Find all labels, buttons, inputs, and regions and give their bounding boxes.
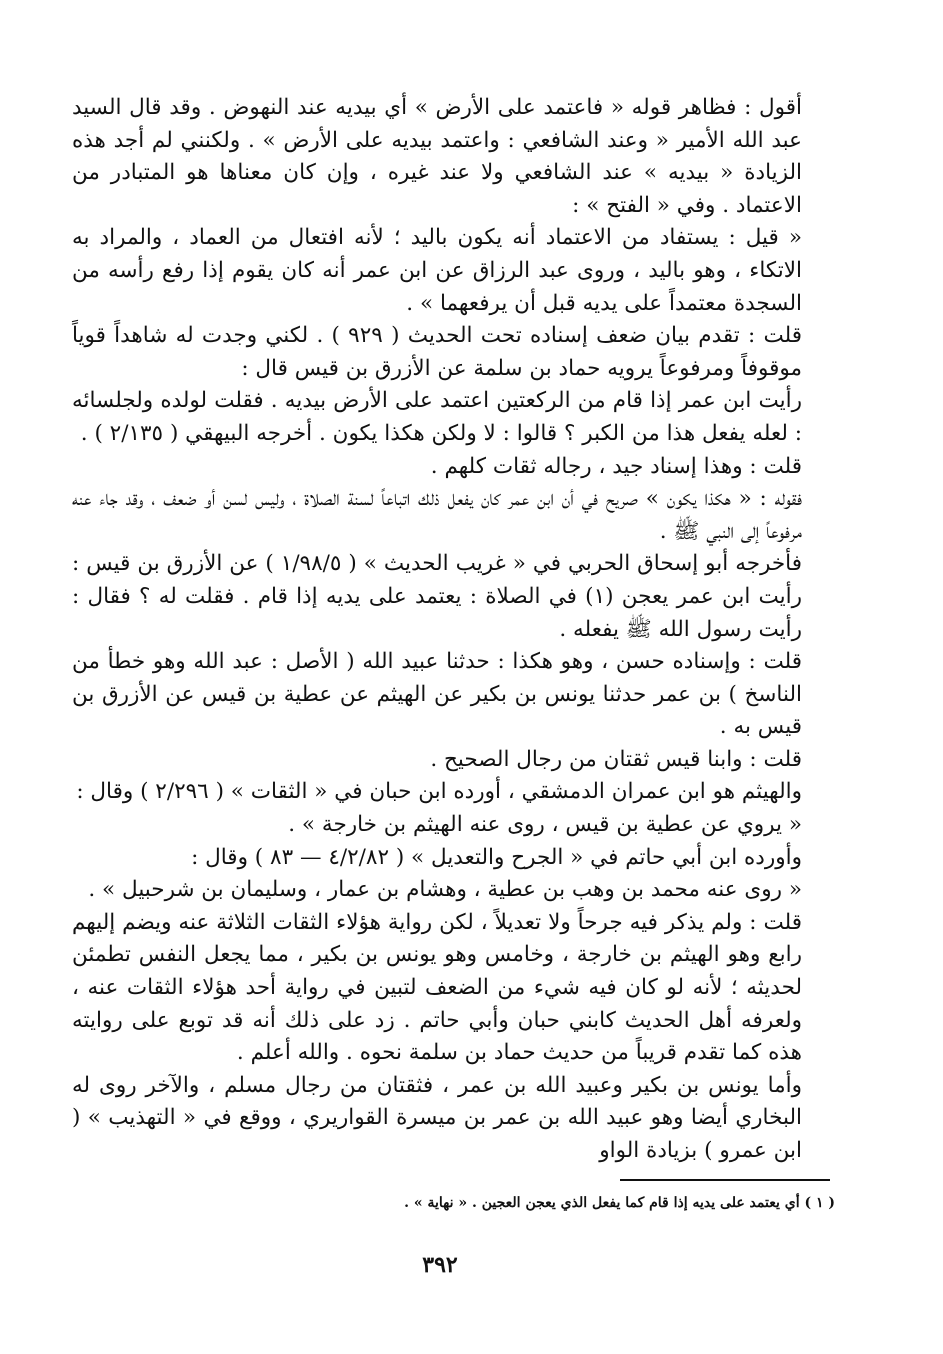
main-text	[72, 92, 834, 1168]
paragraph: رأيت ابن عمر إذا قام من الركعتين اعتمد على الأرض بيديه . فقلت لولده ولجلسائه : لعله يفعل هذا من الكبر ؟ قالوا : لا ولكن هكذا يكون . أخرجه البيهقي ( ٢/١٣٥ ) .	[72, 388, 802, 446]
paragraph: قلت : ولم يذكر فيه جرحاً ولا تعديلاً ، لكن رواية هؤلاء الثقات الثلاثة عنه ويضم إليهم رابع وهو الهيثم بن خارجة ، وخامس وهو يونس بن بكير ، مما يجعل النفس تطمئن لحديثه ؛ لأنه لو كان فيه شيء من الضعف لتبين في رواية أحد هؤلاء الثقات عنه ، ولعرفه أهل الحديث كابني حبان وأبي حاتم . زد على ذلك أنه قد توبع على روايته هذه كما تقدم قريباً من حديث حماد بن سلمة نحوه . والله أعلم .	[72, 909, 802, 1066]
paragraph: « قيل : يستفاد من الاعتماد أنه يكون باليد ؛ لأنه افتعال من العماد ، والمراد به الاتكاء ، وهو باليد ، وروى عبد الرزاق عن ابن عمر أنه كان يقوم إذا رفع رأسه من السجدة معتمداً على يديه قبل أن يرفعهما » .	[72, 225, 802, 316]
page-number: ٣٩٢	[422, 1252, 458, 1278]
paragraph: أقول : فظاهر قوله « فاعتمد على الأرض » أي بيديه عند النهوض . وقد قال السيد عبد الله الأمير « وعند الشافعي : واعتمد بيديه على الأرض » . ولكنني لم أجد هذه الزيادة « بيديه » عند الشافعي ولا عند غيره ، وإن كان معناها هو المتبادر من الاعتماد . وفي « الفتح » :	[72, 95, 802, 218]
paragraph: وأورده ابن أبي حاتم في « الجرح والتعديل » ( ٤/٢/٨٢ — ٨٣ ) وقال :	[191, 844, 802, 870]
paragraph: فقوله : « هكذا يكون » صريح في أن ابن عمر كان يفعل ذلك اتباعاً لسنة الصلاة ، وليس لسن أو ضعف ، وقد جاء عنه مرفوعاً إلى النبي ﷺ .	[72, 486, 802, 544]
paragraph: « روى عنه محمد بن وهب بن عطية ، وهشام بن عمار ، وسليمان بن شرحبيل » .	[88, 877, 802, 903]
paragraph: قلت : وابنا قيس ثقتان من رجال الصحيح .	[430, 746, 802, 772]
paragraph: وأما يونس بن بكير وعبيد الله بن عمر ، فثقتان من رجال مسلم ، والآخر روى له البخاري أيضا وهو عبيد الله بن عمر بن ميسرة القواريري ، ووقع في « التهذيب » ( ابن عمرو ) بزيادة الواو	[72, 1072, 802, 1163]
paragraph: فأخرجه أبو إسحاق الحربي في « غريب الحديث » ( ١/٩٨/٥ ) عن الأزرق بن قيس : رأيت ابن عمر يعجن (١) في الصلاة : يعتمد على يديه إذا قام . فقلت له ؟ فقال : رأيت رسول الله ﷺ يفعله .	[72, 551, 802, 642]
footnote: ( ١ ) أي يعتمد على يديه إذا قام كما يفعل الذي يعجن العجين . « نهاية » .	[404, 1195, 835, 1211]
footnote-divider	[620, 1179, 830, 1181]
paragraph: « يروي عن عطية بن قيس ، روى عنه الهيثم بن خارجة » .	[288, 812, 802, 838]
paragraph: والهيثم هو ابن عمران الدمشقي ، أورده ابن حبان في « الثقات » ( ٢/٢٩٦ ) وقال :	[76, 779, 802, 805]
paragraph: قلت : وإسناده حسن ، وهو هكذا : حدثنا عبيد الله ( الأصل : عبد الله وهو خطأ من الناسخ ) بن عمر حدثنا يونس بن بكير عن الهيثم عن عطية بن قيس عن الأزرق بن قيس به .	[72, 649, 802, 740]
paragraph: قلت : تقدم بيان ضعف إسناده تحت الحديث ( ٩٢٩ ) . لكني وجدت له شاهداً قوياً موقوفاً ومرفوعاً يرويه حماد بن سلمة عن الأزرق بن قيس قال :	[72, 323, 802, 381]
paragraph: قلت : وهذا إسناد جيد ، رجاله ثقات كلهم .	[430, 453, 802, 479]
